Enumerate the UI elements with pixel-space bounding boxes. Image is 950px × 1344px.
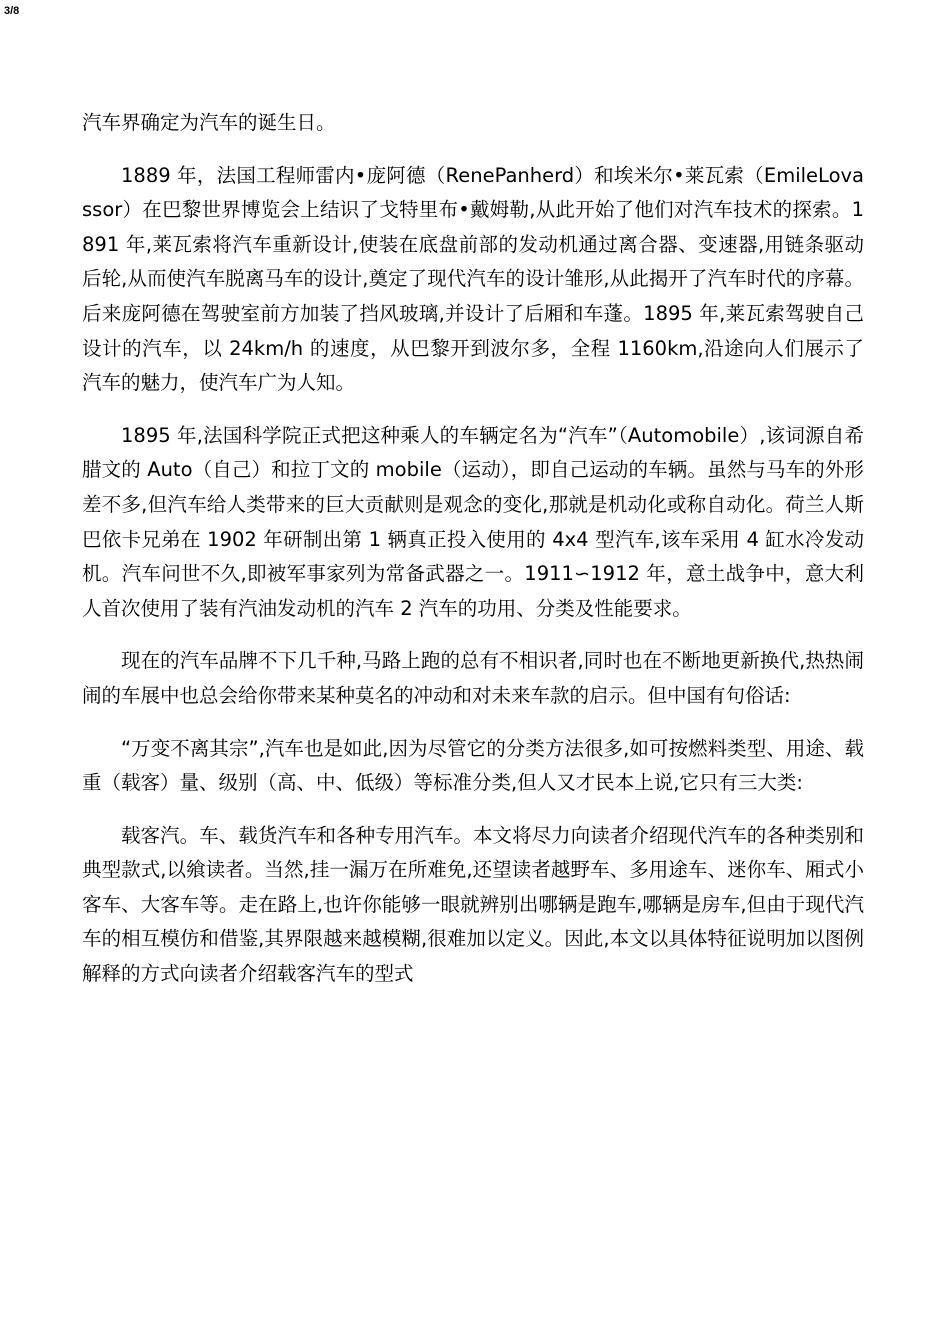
paragraph-modern-brands: 现在的汽车品牌不下几千种,马路上跑的总有不相识者,同时也在不断地更新换代,热热闹闹的车展中也总会给你带来某种莫名的冲动和对未来车款的启示。但中国有句俗话: (82, 649, 864, 707)
paragraph-continuation: 汽车界确定为汽车的诞生日。 (82, 111, 336, 134)
page-number: 3/8 (4, 5, 20, 17)
document-body (82, 106, 864, 1010)
paragraph-passenger-cars: 载客汽。车、载货汽车和各种专用汽车。本文将尽力向读者介绍现代汽车的各种类别和典型款式,以飨读者。当然,挂一漏万在所难免,还望读者越野车、多用途车、迷你车、厢式小客车、大客车等。走在路上,也许你能够一眼就辨别出哪辆是跑车,哪辆是房车,但由于现代汽车的相互模仿和借鉴,其界限越来越模糊,很难加以定义。因此,本文以具体特征说明加以图例解释的方式向读者介绍载客汽车的型式 (82, 823, 864, 986)
paragraph-history-1889: 1889 年，法国工程师雷内•庞阿德（RenePanherd）和埃米尔•莱瓦索（EmileLovassor）在巴黎世界博览会上结识了戈特里布•戴姆勒,从此开始了他们对汽车技术的探索。1891 年,莱瓦索将汽车重新设计,使装在底盘前部的发动机通过离合器、变速器,用链条驱动后轮,从而使汽车脱离马车的设计,奠定了现代汽车的设计雏形,从此揭开了汽车时代的序幕。后来庞阿德在驾驶室前方加装了挡风玻璃,并设计了后厢和车蓬。1895 年,莱瓦索驾驶自己设计的汽车，以 24km/h 的速度，从巴黎开到波尔多，全程 1160km,沿途向人们展示了汽车的魅力，使汽车广为人知。 (82, 163, 864, 395)
paragraph-classification: “万变不离其宗”,汽车也是如此,因为尽管它的分类方法很多,如可按燃料类型、用途、载重（载客）量、级别（高、中、低级）等标准分类,但人又才民本上说,它只有三大类: (82, 736, 864, 795)
paragraph-automobile-naming: 1895 年,法国科学院正式把这种乘人的车辆定名为“汽车”（Automobile）,该词源自希腊文的 Auto（自己）和拉丁文的 mobile（运动），即自己运动的车辆。虽然与马车的外形差不多,但汽车给人类带来的巨大贡献则是观念的变化,那就是机动化或称自动化。荷兰人斯巴依卡兄弟在 1902 年研制出第 1 辆真正投入使用的 4x4 型汽车,该车采用 4 缸水冷发动机。汽车问世不久,即被军事家列为常备武器之一。1911∽1912 年，意土战争中，意大利人首次使用了装有汽油发动机的汽车 2 汽车的功用、分类及性能要求。 (82, 423, 864, 620)
